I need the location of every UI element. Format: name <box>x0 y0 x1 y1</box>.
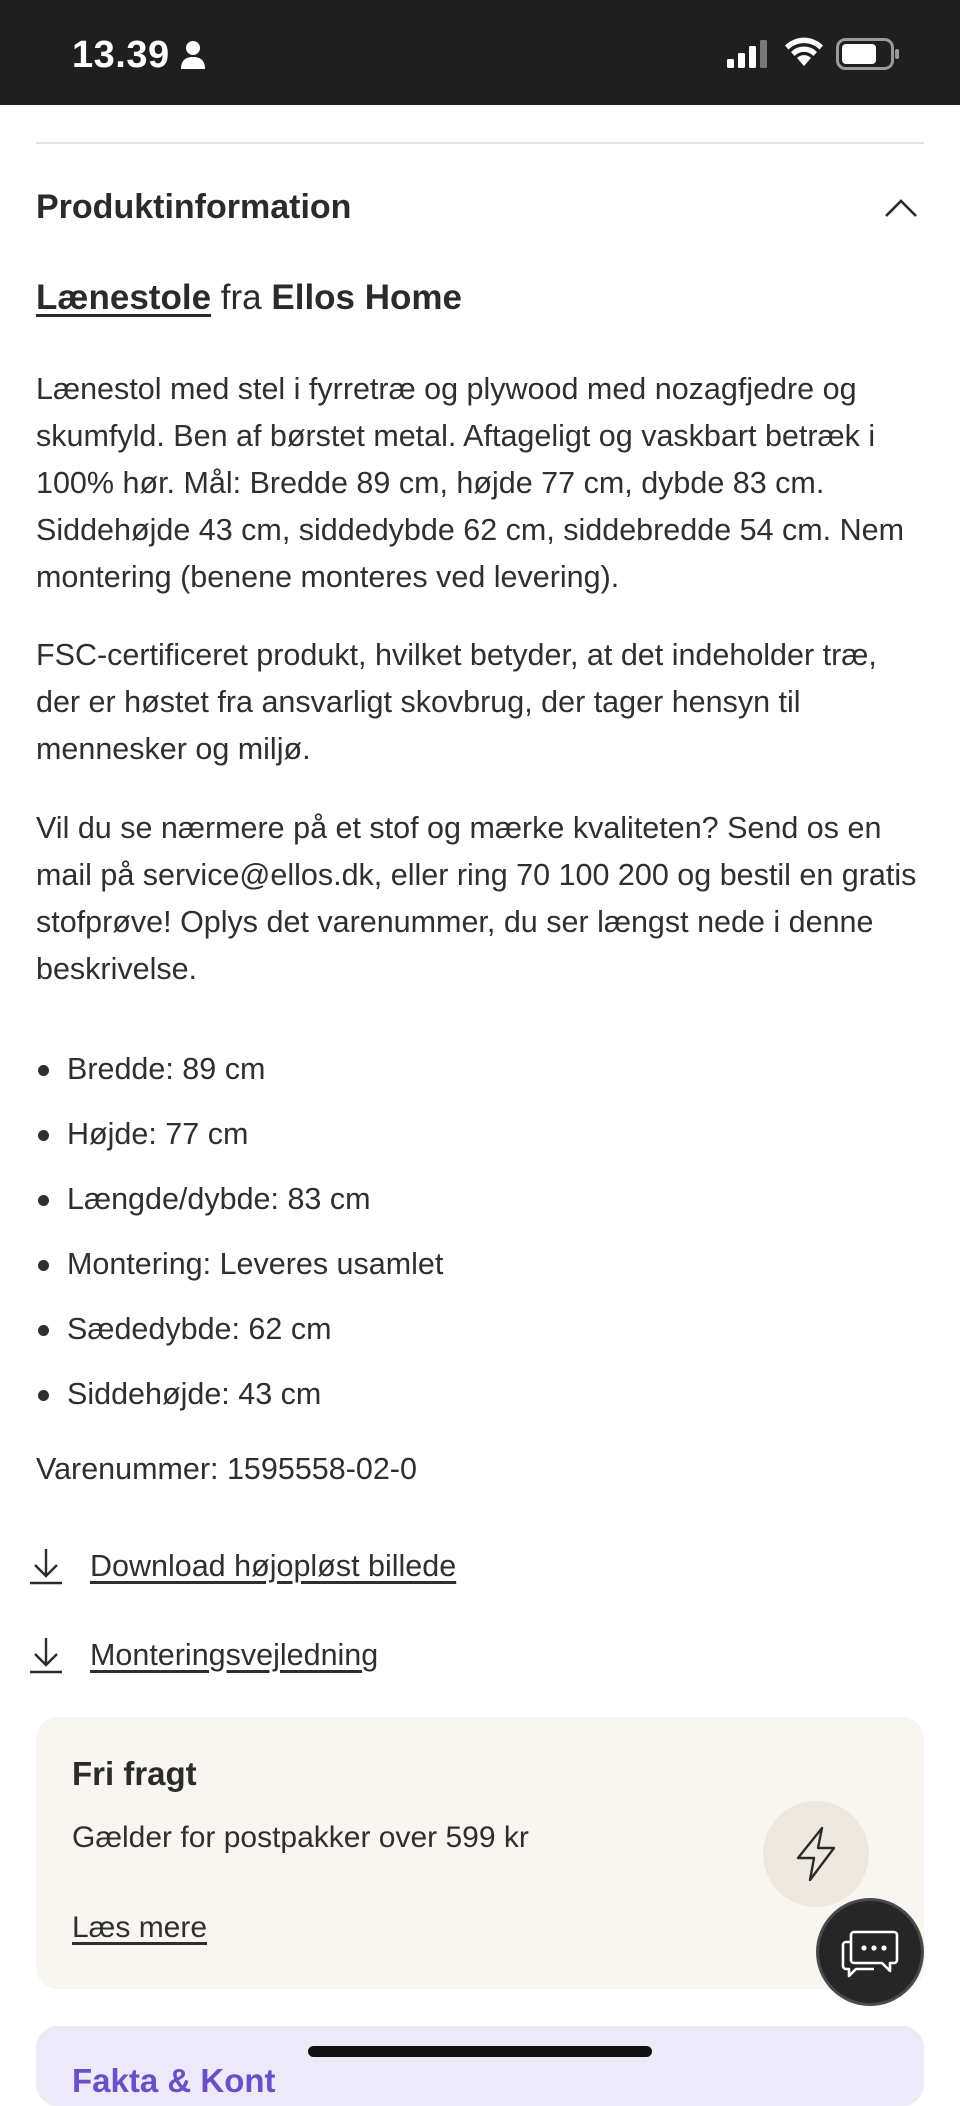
brand-name: Ellos Home <box>271 278 462 317</box>
bullet-icon <box>38 1390 49 1401</box>
section-title: Produktinformation <box>36 188 352 226</box>
wifi-icon <box>784 36 824 68</box>
shipping-description: Gælder for postpakker over 599 kr <box>72 1821 529 1854</box>
description-paragraph: FSC-certificeret produkt, hvilket betyder, at det indeholder træ, der er høstet fra ansvarligt skovbrug, der tager hensyn til mennesker og miljø. <box>36 638 877 766</box>
divider <box>36 142 924 144</box>
bullet-icon <box>38 1065 49 1076</box>
spec-item: Højde: 77 cm <box>36 1107 443 1172</box>
download-image-label: Download højopløst billede <box>90 1548 457 1583</box>
chat-icon <box>840 1926 900 1978</box>
download-icon <box>28 1636 64 1674</box>
spec-list <box>36 1042 443 1432</box>
lightning-bolt-icon <box>792 1826 840 1882</box>
facts-contact-title: Fakta & Kont <box>72 2062 276 2099</box>
chat-button[interactable] <box>816 1898 924 2006</box>
brand-connector: fra <box>220 278 262 317</box>
assembly-guide-label: Monteringsvejledning <box>90 1637 379 1672</box>
bullet-icon <box>38 1325 49 1336</box>
spec-item: Længde/dybde: 83 cm <box>36 1172 443 1237</box>
assembly-guide-link[interactable] <box>28 1633 378 1677</box>
bullet-icon <box>38 1260 49 1271</box>
read-more-link[interactable]: Læs mere <box>72 1911 208 1944</box>
category-link[interactable]: Lænestole <box>36 278 212 317</box>
spec-item: Montering: Leveres usamlet <box>36 1237 443 1302</box>
spec-item: Siddehøjde: 43 cm <box>36 1367 443 1432</box>
spec-item: Sædedybde: 62 cm <box>36 1302 443 1367</box>
facts-contact-card[interactable] <box>36 2026 924 2106</box>
status-time: 13.39 <box>72 34 170 76</box>
battery-icon <box>836 38 900 70</box>
description-paragraph: Lænestol med stel i fyrretræ og plywood med nozagfjedre og skumfyld. Ben af børstet metal. Aftageligt og vaskbart betræk i 100% hør. Mål: Bredde 89 cm, højde 77 cm, dybde 83 cm. Siddehøjde 43 cm, siddedybde 62 cm, siddebredde 54 cm. Nem montering (benene monteres ved levering). <box>36 372 905 594</box>
signal-icon <box>727 40 767 68</box>
download-icon <box>28 1547 64 1585</box>
person-icon <box>180 40 206 70</box>
free-shipping-card <box>36 1717 924 1989</box>
product-info-accordion-header[interactable] <box>36 186 924 236</box>
chevron-up-icon[interactable] <box>884 196 918 218</box>
description-paragraph: Vil du se nærmere på et stof og mærke kvaliteten? Send os en mail på service@ellos.dk, eller ring 70 100 200 og bestil en gratis stofprøve! Oplys det varenummer, du ser længst nede i denne beskrivelse. <box>36 811 917 986</box>
spec-item: Bredde: 89 cm <box>36 1042 443 1107</box>
status-bar <box>0 0 960 105</box>
bullet-icon <box>38 1130 49 1141</box>
article-number: Varenummer: 1595558-02-0 <box>36 1452 417 1486</box>
home-indicator[interactable] <box>308 2046 652 2057</box>
download-image-link[interactable] <box>28 1544 456 1588</box>
shipping-title: Fri fragt <box>72 1755 197 1792</box>
brand-line <box>36 278 462 318</box>
lightning-bolt-badge <box>763 1801 869 1907</box>
bullet-icon <box>38 1195 49 1206</box>
